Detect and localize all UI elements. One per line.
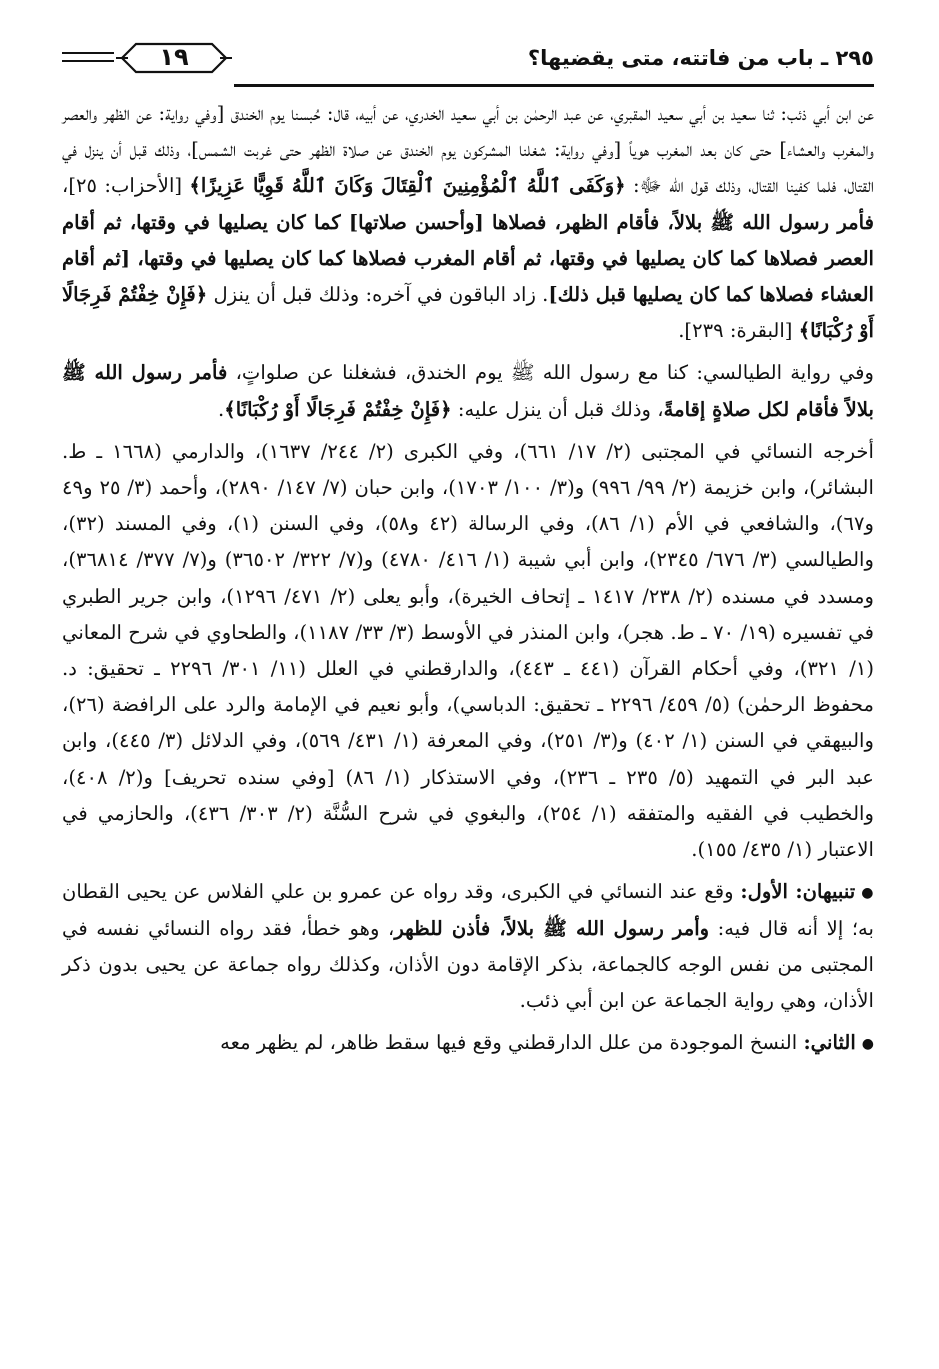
note-label-2: الثاني: <box>803 1031 856 1055</box>
tayalisi-text: وفي رواية الطيالسي: كنا مع رسول الله ﷺ يوم الخندق، فشغلنا عن صلواتٍ، <box>227 361 874 385</box>
page-header <box>62 40 874 96</box>
page-number-ornament <box>114 40 234 76</box>
chapter-title: ٢٩٥ ـ باب من فاتته، متى يقضيها؟ <box>527 46 874 70</box>
quran-verse: ﴿وَكَفَى ٱللَّهُ ٱلْمُؤْمِنِينَ ٱلْقِتَالَ وَكَانَ ٱللَّهُ قَوِيًّا عَزِيزًا﴾ <box>189 174 626 198</box>
quran-verse-3: ﴿فَإِنْ خِفْتُمْ فَرِجَالًا أَوْ رُكْبَانًا﴾ <box>224 397 452 421</box>
hadith-paragraph <box>62 96 874 349</box>
hadith-bold-text: فأمر رسول الله ﷺ بلالاً، فأقام الظهر، فصلاها [وأحسن صلاتها] كما كان يصليها في وقتها، ثم أقام العصر فصلاها كما كان يصليها في وقتها، ثم أقام المغرب فصلاها كما كان يصليها في وقتها، [ثم أقام العشاء فصلاها كما كان يصليها قبل ذلك] <box>62 210 874 307</box>
book-page <box>62 40 874 1068</box>
page-number: ١٩ <box>159 43 189 71</box>
note-text-2: ، وهو خطأ، فقد رواه النسائي نفسه في المجتبى من نفس الوجه كالجماعة، بذكر الإقامة دون الأذان، وكذلك رواه جماعة عن يحيى بدون ذكر الأذان، وهي رواية الجماعة عن ابن أبي ذئب. <box>62 916 874 1013</box>
hadith-text-2: . زاد الباقون في آخره: وذلك قبل أن ينزل <box>207 283 549 307</box>
header-rule-right <box>234 84 874 87</box>
tayalisi-paragraph <box>62 355 874 427</box>
tayalisi-bold-text: فأمر رسول الله ﷺ بلالاً فأقام لكل صلاةٍ إقامةً <box>62 361 874 421</box>
quran-verse-2: ﴿فَإِنْ خِفْتُمْ فَرِجَالًا أَوْ رُكْبَانًا﴾ <box>62 283 874 343</box>
bullet-icon-2: ● <box>861 1035 874 1052</box>
header-rule-left-2 <box>62 60 114 62</box>
note-second-paragraph <box>62 1025 874 1062</box>
hadith-text: عن ابن أبي ذئب: ثنا سعيد بن أبي سعيد المقبري، عن عبد الرحمٰن بن أبي سعيد الخدري، عن أبيه، قال: حُبسنا يوم الخندق [وفي رواية: عن الظهر والعصر والمغرب والعشاء] حتى كان بعد المغرب هوياً [وفي رواية: شغلنا المشركون يوم الخندق عن صلاة الظهر حتى غربت الشمس]، وذلك قبل أن ينزل في القتال، فلما كفينا القتال، وذلك قول الله ﷻ: <box>62 102 874 198</box>
note-label: تنبيهان: الأول: <box>740 880 856 904</box>
note-text-3: النسخ الموجودة من علل الدارقطني وقع فيها سقط ظاهر، لم يظهر معه <box>220 1031 804 1055</box>
header-rule-left <box>62 52 114 54</box>
tayalisi-end: . <box>218 397 225 421</box>
takhrij-text: أخرجه النسائي في المجتبى (٢/ ١٧/ ٦٦١)، وفي الكبرى (٢/ ٢٤٤/ ١٦٣٧)، والدارمي (١٦٦٨ ـ ط. البشائر)، وابن خزيمة (٢/ ٩٩/ ٩٩٦) و(٣/ ١٠٠/ ١٧٠٣)، وابن حبان (٧/ ١٤٧/ ٢٨٩٠)، وأحمد (٣/ ٢٥ و٤٩ و٦٧)، والشافعي في الأم (١/ ٨٦)، وفي الرسالة (٤٢ و٥٨)، وفي السنن (١)، وفي المسند (٣٢)، والطيالسي (٣/ ٦٧٦/ ٢٣٤٥)، وابن أبي شيبة (١/ ٤١٦/ ٤٧٨٠) و(٧/ ٣٢٢/ ٣٦٥٠٢) و(٧/ ٣٧٧/ ٣٦٨١٤)، ومسدد في مسنده (٢/ ٢٣٨/ ١٤١٧ ـ إتحاف الخيرة)، وأبو يعلى (٢/ ٤٧١/ ١٢٩٦)، وابن جرير الطبري في تفسيره (١٩/ ٧٠ ـ ط. هجر)، وابن المنذر في الأوسط (٣/ ٣٣/ ١١٨٧)، والطحاوي في شرح المعاني (١/ ٣٢١)، وفي أحكام القرآن (٤٤١ ـ ٤٤٣)، والدارقطني في العلل (١١/ ٣٠١/ ٢٢٩٦ ـ تحقيق: د. محفوظ الرحمٰن) (٥/ ٤٥٩/ ٢٢٩٦ ـ تحقيق: الدباسي)، وأبو نعيم في الإمامة والرد على الرافضة (٢٦)، والبيهقي في السنن (١/ ٤٠٢) و(٣/ ٢٥١)، وفي المعرفة (١/ ٤٣١/ ٥٦٩)، وفي الدلائل (٣/ ٤٤٥)، وابن عبد البر في التمهيد (٥/ ٢٣٥ ـ ٢٣٦)، وفي الاستذكار (١/ ٨٦) [وفي سنده تحريف] و(٢/ ٤٠٨)، والخطيب في الفقيه والمتفقه (١/ ٢٥٤)، والبغوي في شرح السُّنَّة (٢/ ٣٠٣/ ٤٣٦)، والحازمي في الاعتبار (١/ ٤٣٥/ ١٥٥). <box>62 439 874 862</box>
note-text: وقع عند النسائي في الكبرى، وقد رواه عن عمرو بن علي الفلاس عن يحيى القطان به؛ إلا أنه قال فيه: <box>62 880 875 940</box>
tayalisi-text-2: ، وذلك قبل أن ينزل عليه: <box>451 397 664 421</box>
page-body <box>62 96 874 1062</box>
note-first-paragraph <box>62 874 874 1019</box>
bullet-icon: ● <box>861 884 875 901</box>
verse-reference: [الأحزاب: ٢٥]، <box>62 174 190 198</box>
note-bold-text: وأمر رسول الله ﷺ بلالاً، فأذن للظهر <box>394 916 710 940</box>
takhrij-paragraph <box>62 434 874 868</box>
verse-reference-2: [البقرة: ٢٣٩]. <box>678 319 799 343</box>
